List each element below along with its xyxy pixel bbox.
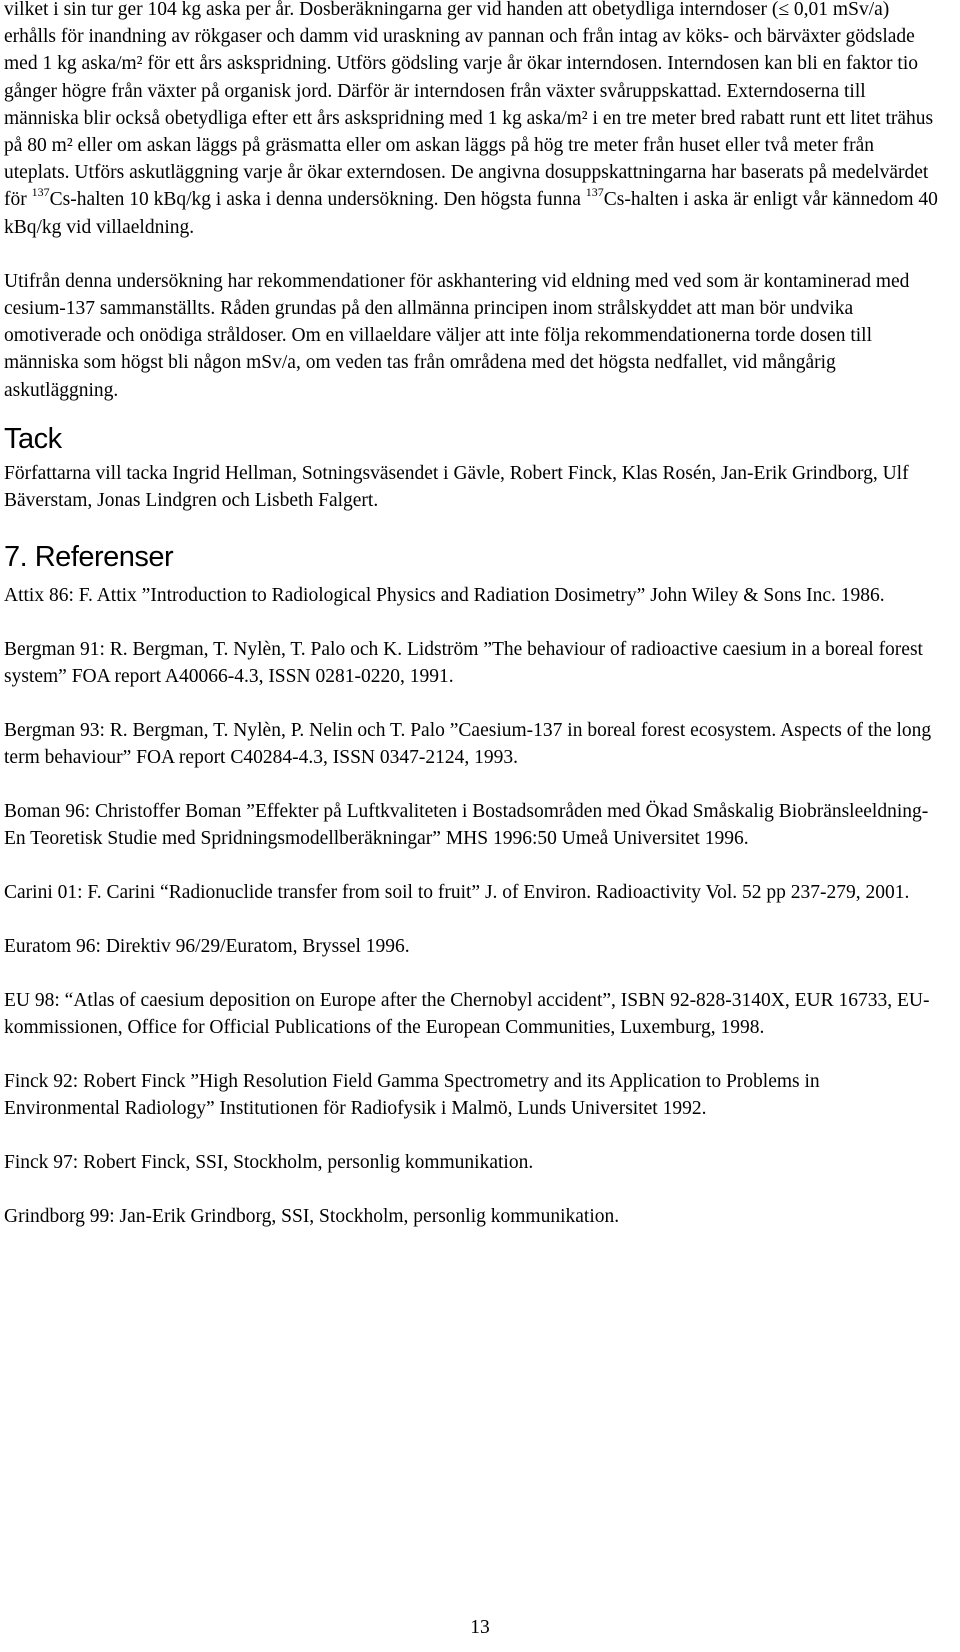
- reference-item: Finck 92: Robert Finck ”High Resolution Field Gamma Spectrometry and its Application to Problems in Environmental Radiology” Institutionen för Radiofysik i Malmö, Lunds Universitet 1992.: [4, 1071, 820, 1120]
- document-page: [4, 0, 939, 1257]
- reference-item: Bergman 91: R. Bergman, T. Nylèn, T. Palo och K. Lidström ”The behaviour of radioactive caesium in a boreal forest system” FOA report A40066-4.3, ISSN 0281-0220, 1991.: [4, 639, 923, 688]
- isotope-superscript: 137: [31, 185, 50, 200]
- paragraph-text-part-2: Cs-halten 10 kBq/kg i aska i denna undersökning. Den högsta funna: [49, 189, 581, 211]
- body-paragraph-recommendations: Utifrån denna undersökning har rekommendationer för askhantering vid eldning med ved som är kontaminerad med cesium-137 sammanställts. Råden grundas på den allmänna principen inom strålskyddet att man bör undvika omotiverade och onödiga stråldoser. Om en villaeldare väljer att inte följa rekommendationerna torde dosen till människa som högst bli någon mSv/a, om veden tas från områdena med det högsta nedfallet, vid mångårig askutläggning.: [4, 270, 910, 401]
- section-heading-tack: Tack: [4, 422, 62, 455]
- reference-item: Finck 97: Robert Finck, SSI, Stockholm, personlig kommunikation.: [4, 1152, 534, 1174]
- acknowledgements-text: Författarna vill tacka Ingrid Hellman, Sotningsväsendet i Gävle, Robert Finck, Klas Rosén, Jan-Erik Grindborg, Ulf Bäverstam, Jonas Lindgren och Lisbeth Falgert.: [4, 462, 909, 512]
- reference-item: Bergman 93: R. Bergman, T. Nylèn, P. Nelin och T. Palo ”Caesium-137 in boreal forest ecosystem. Aspects of the long term behaviour” FOA report C40284-4.3, ISSN 0347-2124, 1993.: [4, 720, 932, 769]
- reference-item: Euratom 96: Direktiv 96/29/Euratom, Bryssel 1996.: [4, 936, 410, 958]
- isotope-superscript: 137: [585, 185, 604, 200]
- reference-list: [4, 582, 939, 1230]
- paragraph-text-part-1: vilket i sin tur ger 104 kg aska per år. Dosberäkningarna ger vid handen att obetydliga interndoser (≤ 0,01 mSv/a) erhålls för inandning av rökgaser och damm vid uraskning av pannan och från intag av köks- och bärväxter gödslade med 1 kg aska/m² för ett års askspridning. Utförs gödsling varje år ökar interndosen. Interndosen kan bli en faktor tio gånger högre från växter på organisk jord. Därför är interndosen från växter svåruppskattad. Externdoserna till människa blir också obetydliga efter ett års askspridning med 1 kg aska/m² i en tre meter bred rabatt runt ett litet trähus på 80 m² eller om askan läggs på gräsmatta eller om askan läggs på hög tre meter från huset eller två meter från uteplats. Utförs askutläggning varje år ökar externdosen. De angivna dosuppskattningarna har baserats på medelvärdet för: [4, 0, 934, 211]
- reference-item: EU 98: “Atlas of caesium deposition on Europe after the Chernobyl accident”, ISBN 92-828-3140X, EUR 16733, EU-kommissionen, Office for Official Publications of the European Communities, Luxemburg, 1998.: [4, 990, 930, 1039]
- reference-item: Carini 01: F. Carini “Radionuclide transfer from soil to fruit” J. of Environ. Radioactivity Vol. 52 pp 237-279, 2001.: [4, 882, 910, 904]
- reference-item: Grindborg 99: Jan-Erik Grindborg, SSI, Stockholm, personlig kommunikation.: [4, 1206, 620, 1228]
- paragraph-text-part-3: Cs-halten i aska är enligt vår kännedom 40 kBq/kg vid villaeldning.: [4, 189, 938, 238]
- page-number: 13: [470, 1617, 490, 1638]
- reference-item: Attix 86: F. Attix ”Introduction to Radiological Physics and Radiation Dosimetry” John Wiley & Sons Inc. 1986.: [4, 585, 885, 607]
- body-paragraph-dose: [4, 0, 939, 241]
- reference-item: Boman 96: Christoffer Boman ”Effekter på Luftkvaliteten i Bostadsområden med Ökad Småskalig Biobränsleeldning- En Teoretisk Studie med Spridningsmodellberäkningar” MHS 1996:50 Umeå Universitet 1996.: [4, 801, 929, 850]
- section-heading-references: 7. Referenser: [4, 541, 174, 574]
